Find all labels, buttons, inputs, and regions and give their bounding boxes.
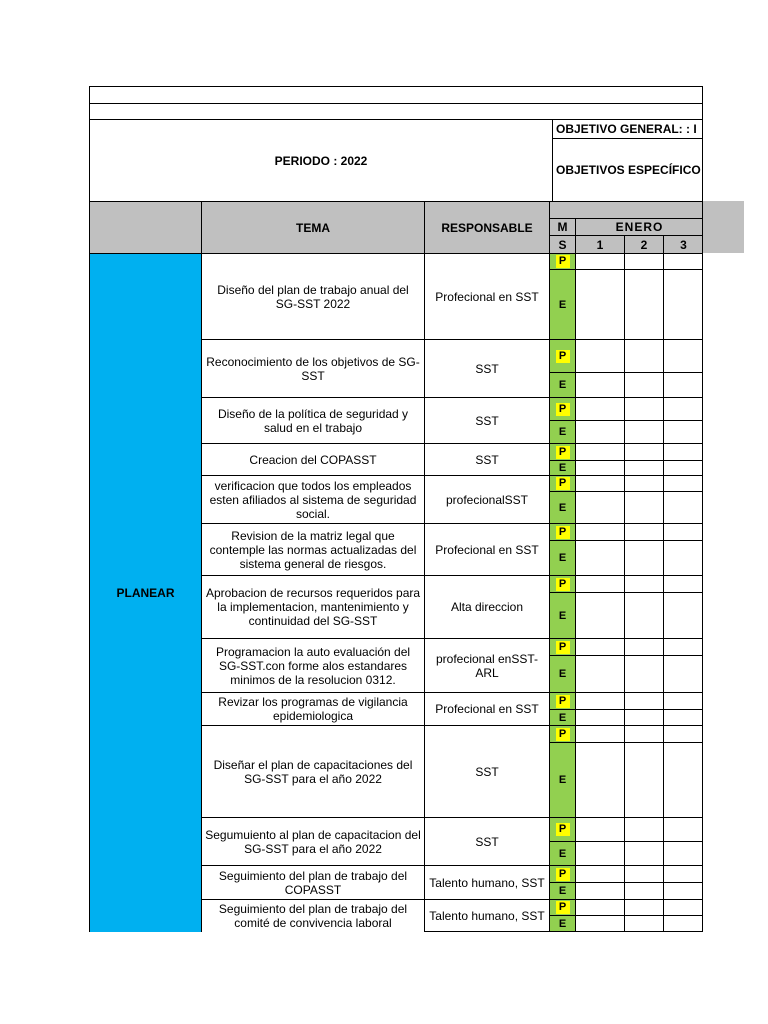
header-week-3: 3 [663,235,703,253]
week-cell [575,655,624,692]
header-month: ENERO [575,218,703,235]
title-row-2 [89,103,703,119]
header-week-1: 1 [575,235,624,253]
objetivos-especificos: OBJETIVOS ESPECÍFICO [552,138,703,201]
week-cell [575,339,624,372]
tema-cell: Programacion la auto evaluación del SG-SST.con forme alos estandares minimos de la resolucion 0312. [201,638,424,692]
responsable-cell: Talento humano, SST [424,865,549,899]
week-cell [624,817,663,841]
week-cell [663,865,703,882]
executed-mark: E [549,655,575,692]
tema-cell: Diseñar el plan de capacitaciones del SG-SST para el año 2022 [201,725,424,817]
planned-mark [549,638,575,655]
week-cell [575,742,624,817]
header-gap [549,201,703,218]
week-cell [663,253,703,269]
week-cell [575,420,624,443]
responsable-cell: SST [424,817,549,865]
week-cell [624,475,663,491]
week-cell [624,372,663,397]
week-cell [624,899,663,915]
week-cell [575,817,624,841]
executed-mark: E [549,372,575,397]
week-cell [663,899,703,915]
planned-mark-label: P [556,526,570,539]
header-m: M [549,218,575,235]
executed-mark: E [549,709,575,725]
planned-mark-label: P [556,403,570,416]
planned-mark [549,339,575,372]
planned-mark-label: P [556,350,570,363]
week-cell [575,575,624,592]
executed-mark: E [549,460,575,475]
week-cell [663,638,703,655]
week-cell [663,592,703,638]
week-cell [663,443,703,460]
planned-mark [549,692,575,709]
week-cell [624,575,663,592]
week-cell [624,460,663,475]
planned-mark [549,523,575,540]
planned-mark-label: P [556,868,570,881]
week-cell [663,460,703,475]
week-cell [663,709,703,725]
week-cell [575,523,624,540]
week-cell [575,638,624,655]
responsable-cell: profecional enSST-ARL [424,638,549,692]
title-row-1 [89,86,703,103]
planned-mark [549,443,575,460]
week-cell [624,865,663,882]
tema-cell: Seguimiento del plan de trabajo del comité de convivencia laboral [201,899,424,932]
week-cell [624,725,663,742]
week-cell [663,269,703,339]
week-cell [624,882,663,899]
tema-cell: Diseño del plan de trabajo anual del SG-SST 2022 [201,253,424,339]
objetivo-general: OBJETIVO GENERAL: : I [552,119,703,138]
responsable-cell: SST [424,725,549,817]
planned-mark [549,253,575,269]
table-bottom-border [424,931,703,932]
week-cell [663,882,703,899]
week-cell [663,915,703,932]
executed-mark: E [549,540,575,575]
executed-mark: E [549,592,575,638]
executed-mark: E [549,841,575,865]
week-cell [575,899,624,915]
week-cell [624,915,663,932]
tema-cell: Creacion del COPASST [201,443,424,475]
week-cell [663,575,703,592]
week-cell [663,725,703,742]
week-cell [575,709,624,725]
week-cell [663,339,703,372]
responsable-cell: Profecional en SST [424,692,549,725]
header-s: S [549,235,575,253]
week-cell [663,841,703,865]
week-cell [624,443,663,460]
week-cell [624,491,663,523]
responsable-cell: SST [424,339,549,397]
responsable-cell: Alta direccion [424,575,549,638]
week-cell [624,253,663,269]
week-cell [575,397,624,420]
header-responsable: RESPONSABLE [424,201,549,253]
week-cell [663,372,703,397]
tema-cell: Reconocimiento de los objetivos de SG-SST [201,339,424,397]
executed-mark: E [549,269,575,339]
planned-mark-label: P [556,477,570,490]
week-cell [663,523,703,540]
planned-mark-label: P [556,823,570,836]
week-cell [575,460,624,475]
week-cell [624,709,663,725]
week-cell [663,420,703,443]
tema-cell: Diseño de la política de seguridad y salud en el trabajo [201,397,424,443]
week-cell [663,475,703,491]
header-week-2: 2 [624,235,663,253]
responsable-cell: Profecional en SST [424,253,549,339]
planned-mark [549,575,575,592]
week-cell [575,865,624,882]
week-cell [575,269,624,339]
week-cell [575,253,624,269]
header-overflow [703,201,744,253]
week-cell [663,742,703,817]
planned-mark [549,817,575,841]
week-cell [624,420,663,443]
week-cell [663,397,703,420]
tema-cell: Segumuiento al plan de capacitacion del SG-SST para el año 2022 [201,817,424,865]
week-cell [663,692,703,709]
planned-mark-label: P [556,641,570,654]
planned-mark [549,865,575,882]
tema-cell: Seguimiento del plan de trabajo del COPASST [201,865,424,899]
week-cell [624,742,663,817]
planned-mark [549,899,575,915]
week-cell [624,540,663,575]
week-cell [575,692,624,709]
week-cell [663,540,703,575]
week-cell [624,339,663,372]
tema-cell: verificacion que todos los empleados esten afiliados al sistema de seguridad social. [201,475,424,523]
week-cell [663,491,703,523]
planned-mark [549,725,575,742]
planned-mark-label: P [556,578,570,591]
week-cell [575,491,624,523]
responsable-cell: SST [424,397,549,443]
week-cell [575,475,624,491]
executed-mark: E [549,882,575,899]
planned-mark [549,397,575,420]
executed-mark: E [549,915,575,932]
week-cell [663,817,703,841]
planned-mark-label: P [556,255,570,268]
periodo-label: PERIODO : 2022 [89,119,552,201]
responsable-cell: profecionalSST [424,475,549,523]
week-cell [624,269,663,339]
week-cell [575,443,624,460]
responsable-cell: Talento humano, SST [424,899,549,932]
executed-mark: E [549,491,575,523]
week-cell [575,372,624,397]
week-cell [575,841,624,865]
planned-mark-label: P [556,446,570,459]
planned-mark-label: P [556,901,570,914]
executed-mark: E [549,742,575,817]
week-cell [575,540,624,575]
week-cell [624,655,663,692]
week-cell [624,397,663,420]
responsable-cell: SST [424,443,549,475]
tema-cell: Revizar los programas de vigilancia epidemiologica [201,692,424,725]
tema-cell: Revision de la matriz legal que contemple las normas actualizadas del sistema general de riesgos. [201,523,424,575]
right-border [702,86,703,932]
week-cell [575,592,624,638]
week-cell [575,882,624,899]
responsable-cell: Profecional en SST [424,523,549,575]
week-cell [663,655,703,692]
planned-mark [549,475,575,491]
phase-planear: PLANEAR [89,253,201,932]
week-cell [624,692,663,709]
header-phase-cell [89,201,201,253]
week-cell [575,725,624,742]
planned-mark-label: P [556,728,570,741]
planned-mark-label: P [556,695,570,708]
week-cell [575,915,624,932]
week-cell [624,841,663,865]
week-cell [624,592,663,638]
executed-mark: E [549,420,575,443]
header-tema: TEMA [201,201,424,253]
week-cell [624,638,663,655]
week-cell [624,523,663,540]
tema-cell: Aprobacion de recursos requeridos para la implementacion, mantenimiento y continuidad del SG-SST [201,575,424,638]
